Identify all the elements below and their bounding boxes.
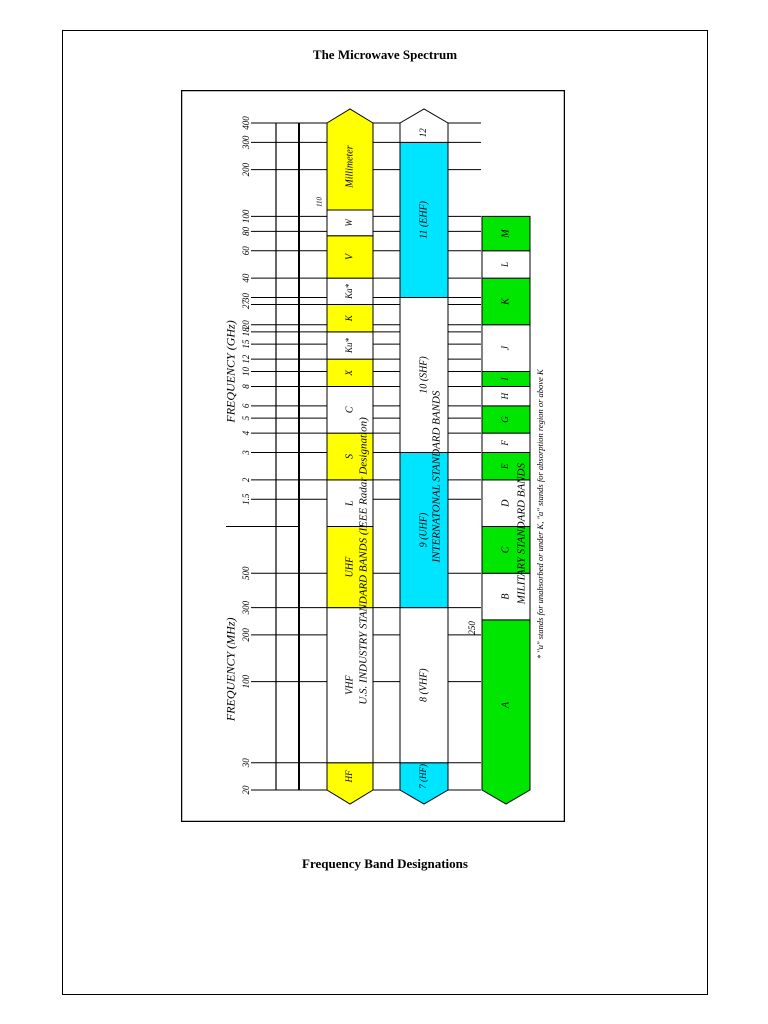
mil-band-h-label: H [500,392,511,400]
ghz-tick-label-10: 10 [241,366,252,376]
mil-band-c-label: C [500,546,512,554]
itu-band-12-label: 12 [418,128,429,138]
mil-band-j-label: J [500,345,512,351]
ghz-tick-label-5: 5 [241,415,252,421]
mhz-tick-label-20: 20 [241,785,252,795]
itu-band-11-ehf-label: 11 (EHF) [418,200,430,239]
mil-band-g-label: G [500,416,511,423]
mil-band-f-label: F [500,440,511,446]
itu-band-8-vhf-label: 8 (VHF) [418,668,430,702]
mil-band-k-label: K [500,298,512,305]
ieee-band-c-label: C [344,406,356,414]
mil-band-e-label: E [500,463,511,469]
ghz-tick-label-300: 300 [241,135,252,150]
itu-band-7-hf-label: 7 (HF) [418,763,429,789]
ghz-tick-label-30: 30 [241,292,252,302]
mil-band-i-label: I [500,377,511,381]
ghz-tick-label-40: 40 [241,273,252,283]
ghz-tick-label-3: 3 [241,450,252,455]
mil-band-b-label: B [500,593,512,600]
itu-band-9-uhf-label: 9 (UHF) [418,512,430,548]
mhz-axis-title: FREQUENCY (MHz) [223,617,238,722]
military-footnote: * "u" stands for unabsorbed or under K, "a" stands for absorption region or above K [534,369,545,660]
ieee-band-uhf-label: UHF [344,556,356,578]
ghz-tick-label-100: 100 [241,209,252,224]
ghz-tick-label-27: 27 [241,300,252,310]
ghz-tick-label-6: 6 [241,403,252,409]
ghz-tick-label-2: 2 [241,477,252,483]
ieee-band-v-label: V [344,253,356,260]
ghz-axis-title: FREQUENCY (GHz) [223,320,238,423]
ghz-tick-label-400: 400 [241,116,252,130]
mhz-tick-label-30: 30 [241,758,252,768]
mil-column-caption: MILITARY STANDARD BANDS [515,463,528,605]
mhz-tick-label-100: 100 [241,674,252,689]
mhz-tick-label-200: 200 [241,628,252,642]
mil-band-d-label: D [500,499,512,507]
itu-column-caption: INTERNATONAL STANDARD BANDS [430,390,443,563]
ieee-band-l-label: L [344,500,356,506]
mil-band-l-label: L [500,261,511,267]
ieee-band-k-label: K [344,315,355,322]
ghz-tick-label-1-5: 1.5 [241,493,252,505]
page-frame-right [707,30,708,995]
ghz-tick-label-15: 15 [241,339,252,349]
ieee-band-w-label: W [344,219,355,227]
ghz-tick-label-20: 20 [241,320,252,330]
itu-band-10-shf-label: 10 (SHF) [418,356,430,394]
ieee-column-caption: U.S. INDUSTRY STANDARD BANDS (IEEE Radar Designation) [357,417,370,705]
ieee-band-s-label: S [344,454,356,459]
ieee-band-millimeter-label: Millimeter [344,145,356,188]
ieee-band-vhf-label: VHF [344,675,356,695]
ghz-tick-label-18: 18 [241,327,252,337]
ghz-tick-label-8: 8 [241,384,252,389]
mhz-tick-label-500: 500 [241,566,252,580]
ieee-band-ka-label: Ka* [344,283,355,299]
ieee-band-hf-label: HF [344,770,355,783]
mil-band-a-label: A [500,701,512,709]
ghz-tick-label-200: 200 [241,162,252,177]
mil-band-a-cell [482,620,530,804]
aux-label-110: 110 [315,196,324,207]
ghz-tick-label-12: 12 [241,354,252,364]
aux-label-250: 250 [467,621,478,635]
page-frame-top [62,30,708,31]
ghz-tick-label-4: 4 [241,430,252,436]
page-frame-bottom [62,994,708,995]
page-title: The Microwave Spectrum [312,47,458,62]
mil-band-m-label: M [500,229,512,238]
ieee-band-x-label: X [344,370,355,376]
mhz-tick-label-300: 300 [241,600,252,615]
ieee-band-ku-label: Ku* [344,338,355,354]
page-frame-left [62,30,63,995]
ghz-tick-label-80: 80 [241,226,252,236]
figure-caption: Frequency Band Designations [302,856,468,871]
ghz-tick-label-60: 60 [241,246,252,256]
spectrum-diagram [181,90,565,822]
